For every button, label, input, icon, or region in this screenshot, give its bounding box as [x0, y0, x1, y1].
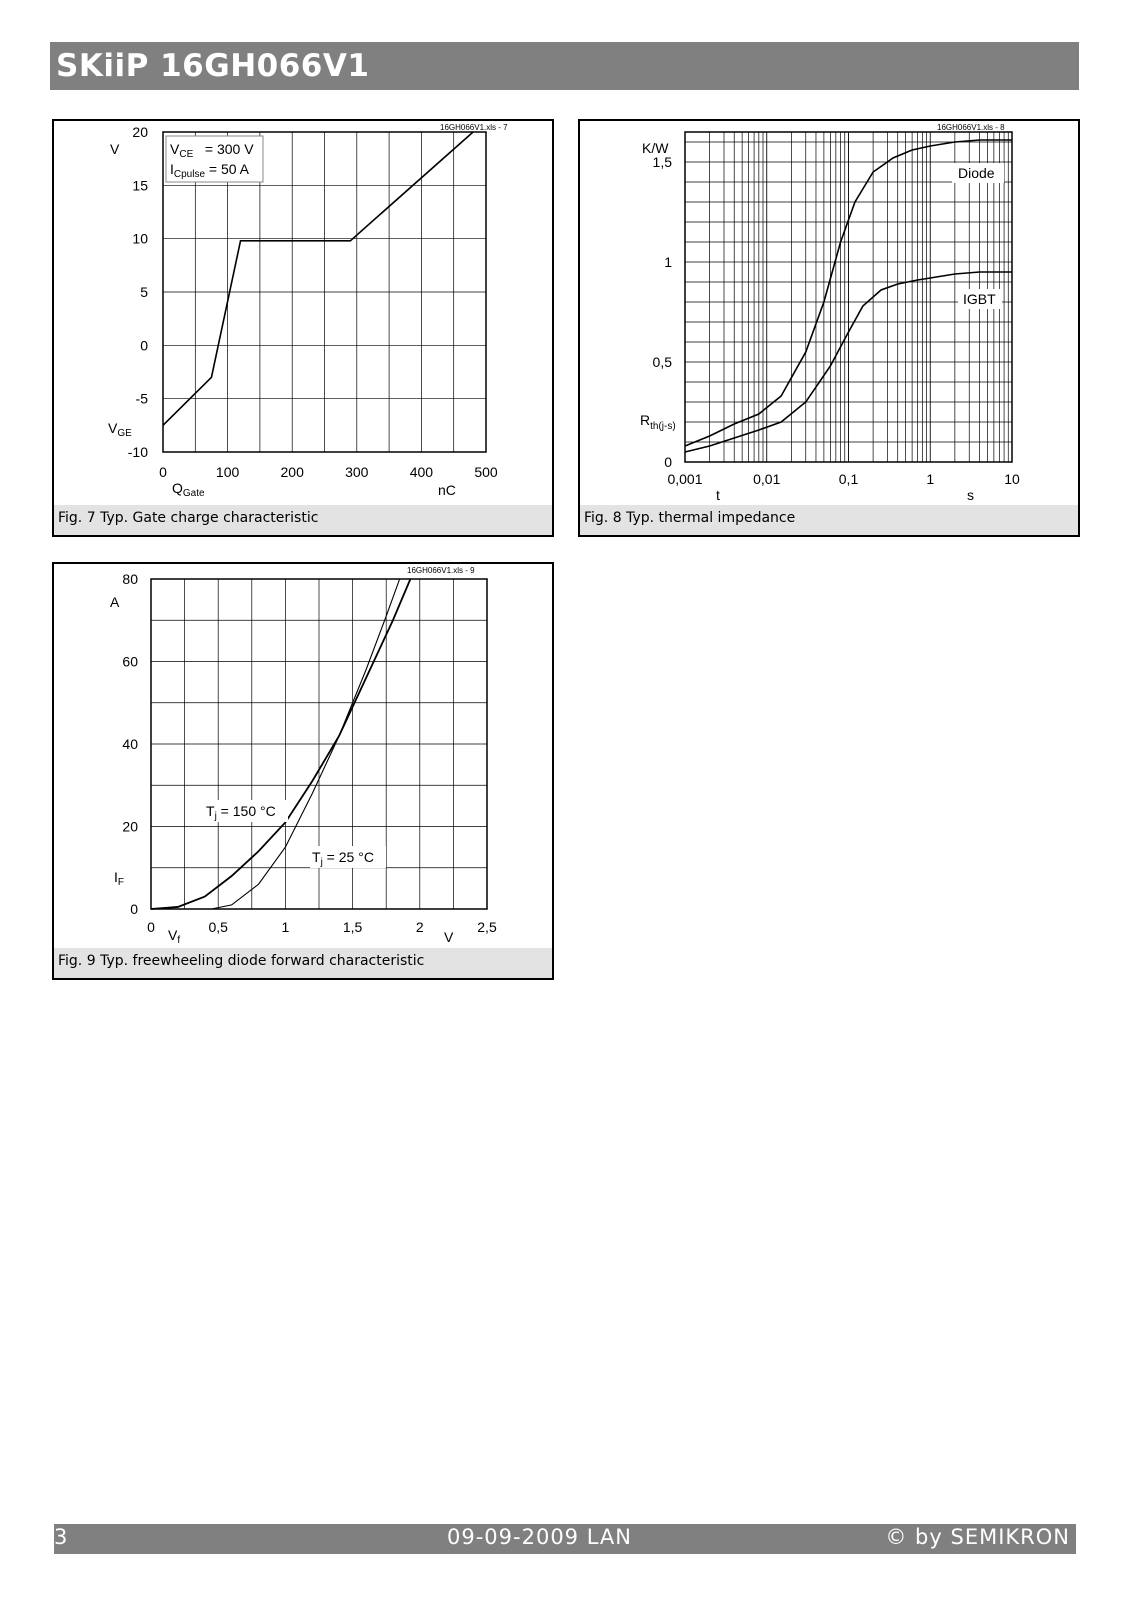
- y-unit: K/W: [642, 140, 669, 156]
- y-tick-label: 5: [140, 284, 148, 300]
- y-tick-label: 0: [130, 901, 138, 917]
- x-tick-label: 2: [415, 919, 424, 935]
- x-tick-label: 1: [926, 471, 935, 487]
- y-axis-label: $I_F$: [114, 869, 124, 888]
- x-unit: s: [967, 487, 974, 503]
- y-tick-label: 0,5: [652, 354, 672, 370]
- x-tick-label: 400: [409, 464, 434, 480]
- x-tick-label: 0,1: [838, 471, 859, 487]
- file-tag: 16GH066V1.xls - 7: [440, 123, 508, 132]
- y-unit: V: [110, 141, 120, 157]
- y-tick-label: 20: [122, 818, 138, 835]
- y-tick-label: 60: [122, 653, 138, 670]
- tj25-label: $T_j = 25$ °C: [312, 849, 374, 868]
- y-axis-label: $V_{GE}$: [108, 420, 132, 439]
- x-tick-label: 300: [345, 464, 369, 480]
- file-tag: 16GH066V1.xls - 9: [407, 566, 475, 575]
- footer-date: 09-09-2009 LAN: [447, 1525, 632, 1549]
- x-tick-label: 1,5: [342, 919, 363, 935]
- title-bar: [50, 42, 1079, 90]
- x-axis-label: $Q_{Gate}$: [172, 480, 205, 499]
- legend-line-icpulse: $I_{Cpulse} = 50$ A: [170, 161, 250, 180]
- thermal-impedance-chart: [580, 121, 1078, 505]
- y-tick-label: 20: [132, 124, 148, 140]
- legend-line-vce: $V_{CE} = 300$ V: [170, 141, 254, 160]
- forward-characteristic-chart: [54, 564, 552, 948]
- y-tick-label: -5: [135, 390, 148, 407]
- x-tick-label: 0,5: [208, 919, 228, 935]
- footer-bar: [54, 1524, 1076, 1554]
- gate-charge-chart: [54, 121, 552, 505]
- tick-labels: [122, 571, 497, 935]
- figure-8-caption: Fig. 8 Typ. thermal impedance: [580, 505, 1078, 535]
- x-tick-label: 500: [474, 464, 498, 480]
- y-axis-label: $R_{th(j-s)}$: [640, 412, 676, 432]
- x-axis-label: t: [716, 487, 720, 503]
- x-tick-label: 10: [1004, 471, 1020, 487]
- tj150-label: $T_j = 150$ °C: [206, 803, 276, 822]
- footer-copyright: © by SEMIKRON: [885, 1525, 1070, 1549]
- x-tick-label: 2,5: [477, 919, 497, 935]
- figure-7-caption: Fig. 7 Typ. Gate charge characteristic: [54, 505, 552, 535]
- y-tick-label: 15: [132, 177, 148, 194]
- y-tick-label: 0: [140, 337, 148, 354]
- y-tick-label: 10: [132, 230, 148, 247]
- x-axis-label: $V_f$: [168, 927, 181, 946]
- y-tick-label: 1: [664, 254, 672, 270]
- page-title: SKiiP 16GH066V1: [56, 48, 370, 84]
- y-tick-label: 1,5: [652, 154, 672, 170]
- x-tick-label: 200: [280, 464, 304, 480]
- x-unit: nC: [438, 482, 456, 498]
- x-unit: V: [444, 929, 454, 945]
- x-tick-label: 0,01: [753, 471, 781, 487]
- page-number: 3: [54, 1525, 69, 1549]
- y-unit: A: [110, 594, 120, 610]
- y-tick-label: -10: [127, 444, 148, 460]
- x-tick-label: 1: [281, 919, 290, 935]
- igbt-label: IGBT: [963, 291, 996, 307]
- x-tick-label: 0,001: [667, 471, 703, 487]
- figure-9-panel: [52, 562, 554, 980]
- diode-label: Diode: [958, 165, 995, 181]
- figure-7-panel: [52, 119, 554, 537]
- y-tick-label: 40: [122, 736, 138, 752]
- figure-8-panel: [578, 119, 1080, 537]
- file-tag: 16GH066V1.xls - 8: [937, 123, 1005, 132]
- y-tick-label: 80: [122, 571, 138, 587]
- x-tick-label: 100: [215, 464, 240, 480]
- x-tick-label: 0: [147, 919, 155, 935]
- y-tick-label: 0: [664, 454, 672, 470]
- x-tick-label: 0: [159, 464, 167, 480]
- figure-9-caption: Fig. 9 Typ. freewheeling diode forward characteristic: [54, 948, 552, 978]
